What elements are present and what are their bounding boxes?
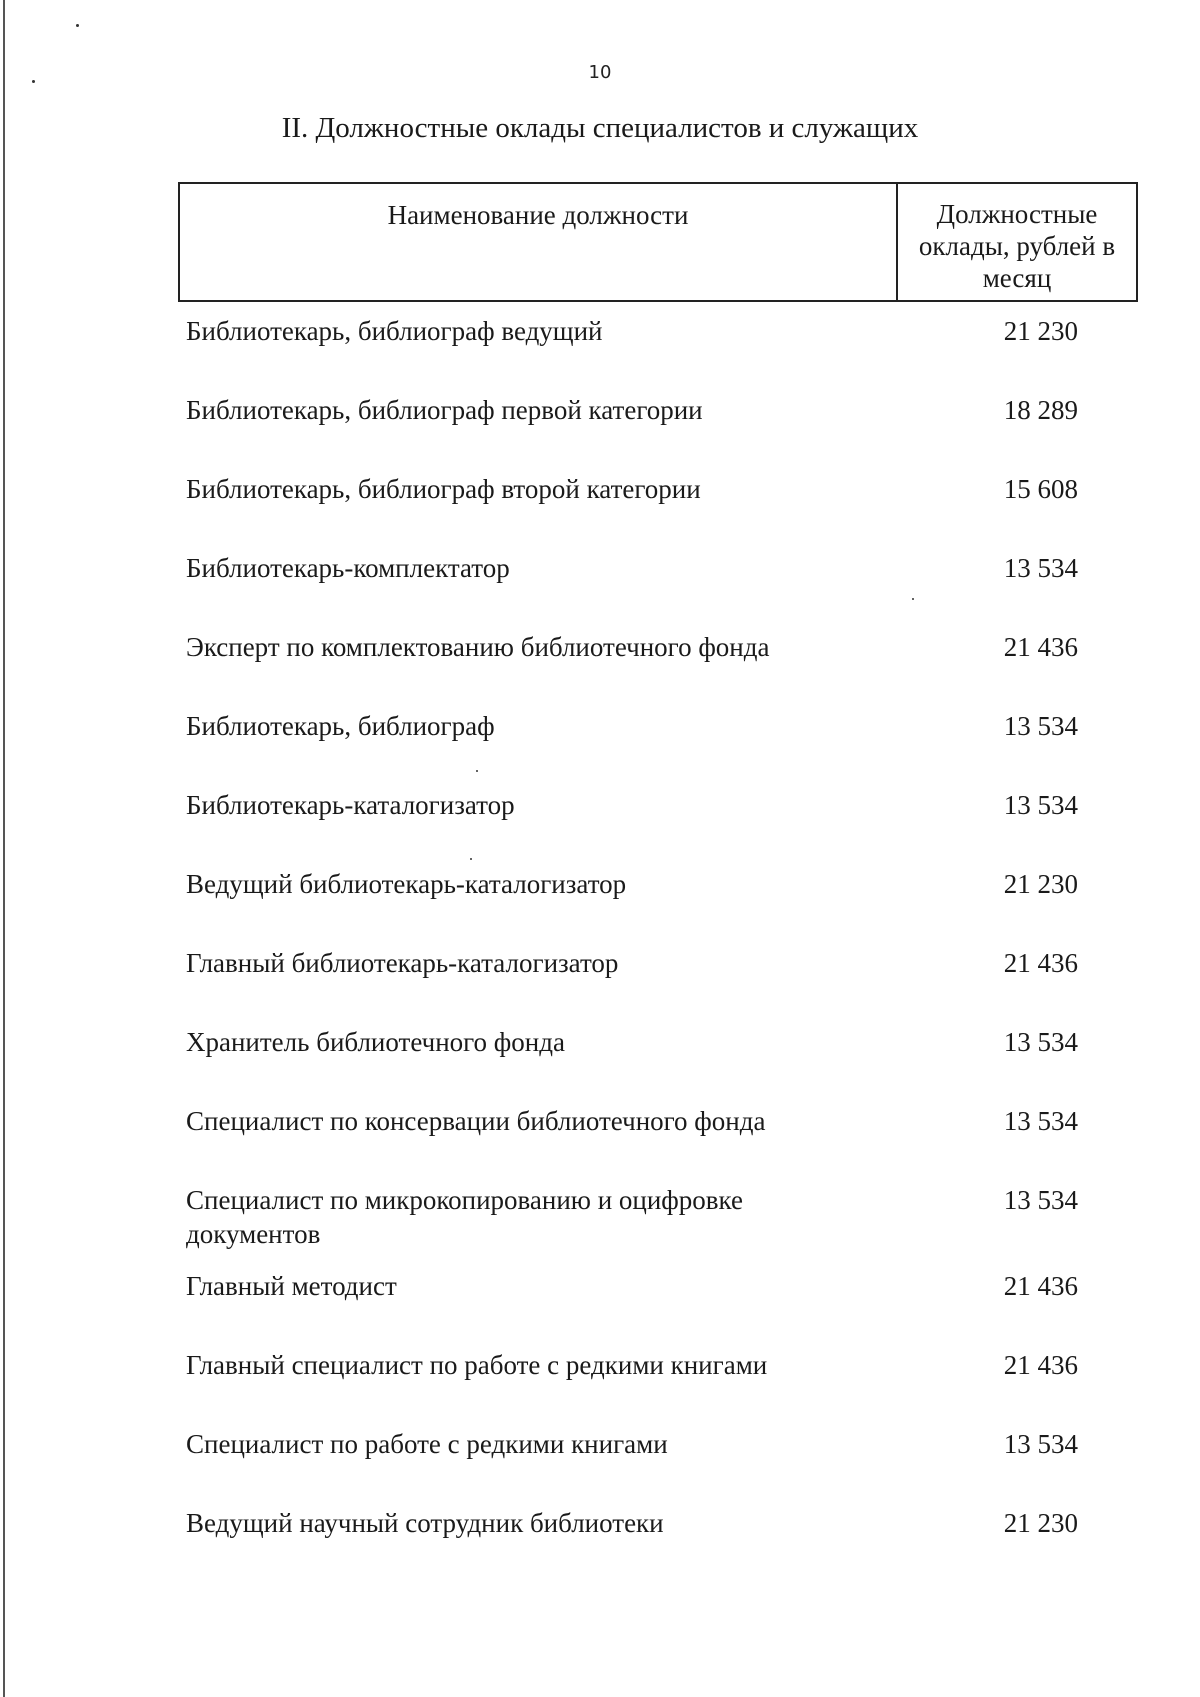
position-name: Библиотекарь-каталогизатор xyxy=(186,790,515,820)
position-name: Хранитель библиотечного фонда xyxy=(186,1027,565,1057)
salary-value: 21 436 xyxy=(1003,1350,1078,1380)
position-name: Библиотекарь, библиограф первой категории xyxy=(186,395,703,425)
column-header-salary: Должностные оклады, рублей в месяц xyxy=(918,199,1116,293)
scan-speck xyxy=(76,24,79,27)
position-name: Библиотекарь, библиограф xyxy=(186,711,495,741)
salary-value: 13 534 xyxy=(1003,1185,1078,1215)
scan-edge-line xyxy=(3,0,5,1697)
salary-value: 21 436 xyxy=(1003,1271,1078,1301)
salary-value: 21 230 xyxy=(1003,316,1078,346)
salary-value: 13 534 xyxy=(1003,790,1078,820)
scan-speck xyxy=(912,598,914,600)
salary-value: 21 436 xyxy=(1003,948,1078,978)
position-name: Главный специалист по работе с редкими книгами xyxy=(186,1350,768,1380)
position-name: Ведущий библиотекарь-каталогизатор xyxy=(186,869,627,899)
position-name: Библиотекарь, библиограф второй категории xyxy=(186,474,701,504)
position-name: Главный методист xyxy=(186,1271,397,1301)
position-name: Специалист по микрокопированию и оцифровке документов xyxy=(186,1185,743,1249)
position-name: Эксперт по комплектованию библиотечного фонда xyxy=(186,632,770,662)
position-name: Ведущий научный сотрудник библиотеки xyxy=(186,1508,664,1538)
scan-speck xyxy=(470,858,472,860)
salary-value: 13 534 xyxy=(1003,711,1078,741)
salary-value: 13 534 xyxy=(1003,1429,1078,1459)
position-name: Библиотекарь-комплектатор xyxy=(186,553,510,583)
salary-value: 13 534 xyxy=(1003,1106,1078,1136)
salary-value: 15 608 xyxy=(1003,474,1078,504)
position-name: Главный библиотекарь-каталогизатор xyxy=(186,948,619,978)
scan-speck xyxy=(476,770,478,772)
salary-value: 13 534 xyxy=(1003,553,1078,583)
salary-value: 21 230 xyxy=(1003,869,1078,899)
page-number: 10 xyxy=(588,62,612,83)
salary-value: 21 436 xyxy=(1003,632,1078,662)
position-name: Специалист по консервации библиотечного фонда xyxy=(186,1106,766,1136)
salary-value: 21 230 xyxy=(1003,1508,1078,1538)
position-name: Библиотекарь, библиограф ведущий xyxy=(186,316,603,346)
salary-value: 13 534 xyxy=(1003,1027,1078,1057)
position-name: Специалист по работе с редкими книгами xyxy=(186,1429,668,1459)
table-header xyxy=(178,182,1138,302)
section-title: II. Должностные оклады специалистов и служащих xyxy=(281,112,919,144)
salary-value: 18 289 xyxy=(1003,395,1078,425)
column-header-position: Наименование должности xyxy=(180,184,898,300)
